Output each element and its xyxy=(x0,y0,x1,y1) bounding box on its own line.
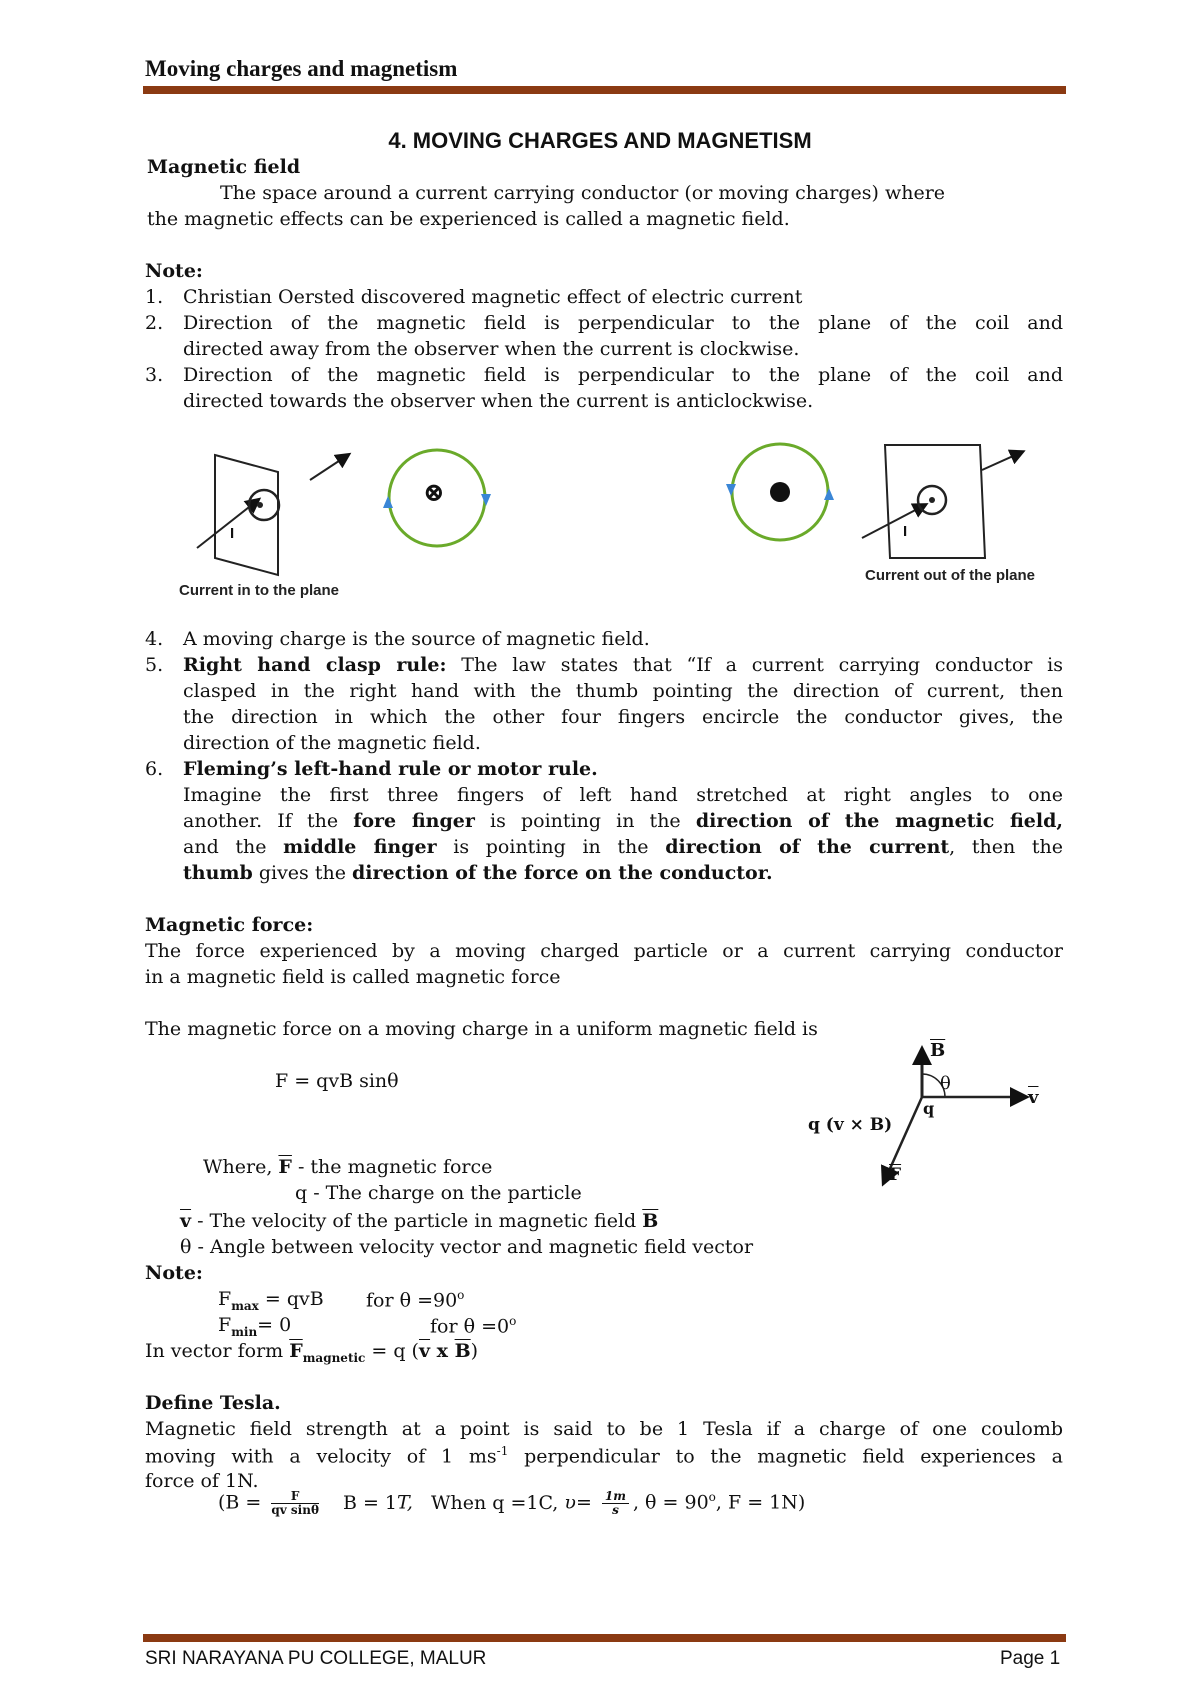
vector-B: $\overline{B}$ xyxy=(454,1340,471,1362)
text-run: min xyxy=(231,1324,258,1339)
text-run: direction of the current xyxy=(665,836,950,858)
tesla-line-1: Magnetic field strength at a point is said to be 1 Tesla if a charge of one coulomb xyxy=(145,1418,1063,1440)
vector-form-line xyxy=(145,1340,478,1365)
text-run: and the xyxy=(183,836,284,858)
note-item-3-line-1: Direction of the magnetic field is perpendicular to the plane of the coil and xyxy=(183,364,1063,386)
text-run: another. If the xyxy=(183,810,354,832)
left-figure-caption: Current in to the plane xyxy=(179,582,340,599)
fmax-line xyxy=(218,1288,324,1313)
point-5-line-1 xyxy=(183,654,1063,676)
magnetic-force-heading: Magnetic force: xyxy=(145,914,314,936)
diagram-qvxB-label: q (v × B) xyxy=(808,1115,893,1135)
point-4: A moving charge is the source of magnetic field. xyxy=(183,628,650,650)
current-label-left: I xyxy=(230,525,235,542)
point-6-line-3 xyxy=(183,836,1063,858)
degree-symbol: o xyxy=(708,1490,716,1505)
text-run: In vector form xyxy=(145,1340,290,1362)
diagram-B-label: $\overline{B}$ xyxy=(930,1040,946,1061)
list-number: 5. xyxy=(145,654,164,676)
point-6-line-2 xyxy=(183,810,1063,832)
text-run: = qvB xyxy=(258,1288,324,1310)
text-run: direction of the magnetic field, xyxy=(695,810,1063,832)
text-run: F xyxy=(218,1314,232,1336)
text-run: x xyxy=(430,1340,455,1362)
text-run: , F = 1N) xyxy=(715,1491,806,1514)
text-run: middle finger xyxy=(283,836,437,858)
text-run: thumb xyxy=(183,862,253,884)
diagram-q-label: q xyxy=(923,1099,935,1118)
text-run: for θ =90 xyxy=(366,1289,458,1312)
list-number: 1. xyxy=(145,286,164,308)
text-run: , then the xyxy=(949,836,1063,858)
note-item-1: Christian Oersted discovered magnetic effect of electric current xyxy=(183,286,803,308)
document-title: 4. MOVING CHARGES AND MAGNETISM xyxy=(388,128,812,153)
magnetic-field-line-2: the magnetic effects can be experienced is called a magnetic field. xyxy=(147,208,790,230)
text-run: (B = xyxy=(218,1491,268,1514)
note-item-3-line-2: directed towards the observer when the current is anticlockwise. xyxy=(183,390,814,412)
text-run: = q ( xyxy=(365,1340,419,1362)
rule-name: Right hand clasp rule: xyxy=(183,654,447,676)
tesla-heading: Define Tesla. xyxy=(145,1392,281,1414)
right-figure-caption: Current out of the plane xyxy=(865,567,1035,584)
magnetic-field-line-1: The space around a current carrying conductor (or moving charges) where xyxy=(220,182,946,204)
footer-rule xyxy=(143,1634,1066,1642)
point-6-line-4 xyxy=(183,862,773,884)
denominator: qv sinθ xyxy=(271,1503,319,1517)
point-5-text: The law states that “If a current carrying conductor is xyxy=(446,654,1063,676)
list-number: 6. xyxy=(145,758,164,780)
degree-symbol: o xyxy=(509,1314,517,1328)
magnetic-force-line-3: The magnetic force on a moving charge in a uniform magnetic field is xyxy=(145,1018,818,1040)
note-item-2-line-2: directed away from the observer when the current is clockwise. xyxy=(183,338,800,360)
fraction xyxy=(602,1490,629,1517)
vector-v: $\overline{v}$ xyxy=(418,1340,431,1362)
note-2-heading: Note: xyxy=(145,1262,203,1284)
footer-page-number: Page 1 xyxy=(1000,1648,1061,1669)
list-number: 3. xyxy=(145,364,164,386)
numerator: F xyxy=(271,1490,319,1504)
denominator: s xyxy=(612,1503,619,1517)
text-run: magnetic xyxy=(302,1350,366,1365)
magnetic-field-heading: Magnetic field xyxy=(147,156,301,178)
point-6-heading: Fleming’s left-hand rule or motor rule. xyxy=(183,758,598,780)
text-run: direction of the force on the conductor. xyxy=(352,862,773,884)
text-run: υ xyxy=(564,1491,576,1514)
magnetic-force-line-1: The force experienced by a moving charged particle or a current carrying conductor xyxy=(145,940,1063,962)
text-run: for θ =0 xyxy=(430,1315,510,1338)
diagram-F-label: $\overline{F}$ xyxy=(889,1165,902,1185)
text-run: gives the xyxy=(252,862,352,884)
where-line-2: q - The charge on the particle xyxy=(295,1182,582,1204)
fraction xyxy=(271,1490,319,1517)
text-run: ) xyxy=(470,1340,479,1362)
text-run: max xyxy=(231,1298,259,1313)
fmax-condition xyxy=(366,1288,464,1311)
point-5-line-2: clasped in the right hand with the thumb pointing the direction of current, then xyxy=(183,680,1063,702)
numerator: 1m xyxy=(602,1490,629,1504)
text-run: -1 xyxy=(496,1444,509,1458)
degree-symbol: o xyxy=(457,1288,465,1302)
text-run: When q =1C, xyxy=(430,1491,565,1514)
tesla-line-2 xyxy=(145,1444,1063,1467)
fmin-condition xyxy=(430,1314,516,1337)
point-5-line-4: direction of the magnetic field. xyxy=(183,732,481,754)
tesla-line-3: force of 1N. xyxy=(145,1470,259,1492)
diagram-theta-label: θ xyxy=(940,1073,951,1094)
text-run: B = 1 xyxy=(342,1491,398,1514)
vector-F: $\overline{F}$ xyxy=(289,1340,303,1362)
text-run: is pointing in the xyxy=(436,836,666,858)
where-line-4: θ - Angle between velocity vector and magnetic field vector xyxy=(180,1236,754,1258)
magnetic-force-line-2: in a magnetic field is called magnetic force xyxy=(145,966,561,988)
footer-college: SRI NARAYANA PU COLLEGE, MALUR xyxy=(145,1648,487,1669)
tesla-formula xyxy=(218,1490,805,1517)
current-label-right: I xyxy=(903,523,908,540)
list-number: 2. xyxy=(145,312,164,334)
text-run: fore finger xyxy=(353,810,475,832)
text-run: = xyxy=(575,1491,598,1514)
diagram-v-label: $\overline{v}$ xyxy=(1028,1087,1039,1108)
text-run: - The velocity of the particle in magnetic field xyxy=(191,1210,643,1232)
list-number: 4. xyxy=(145,628,164,650)
text-run: - the magnetic force xyxy=(291,1156,493,1178)
text-run: is pointing in the xyxy=(474,810,696,832)
text-run: Where, xyxy=(203,1156,279,1178)
where-line-1 xyxy=(203,1156,492,1178)
text-run: , θ = 90 xyxy=(632,1491,709,1514)
where-line-3 xyxy=(180,1210,658,1232)
vector-B: $\overline{B}$ xyxy=(642,1210,659,1232)
vector-v: $\overline{v}$ xyxy=(180,1210,192,1232)
point-6-line-1: Imagine the first three fingers of left hand stretched at right angles to one xyxy=(183,784,1063,806)
text-run: T, xyxy=(397,1491,413,1514)
text-run: = 0 xyxy=(257,1314,292,1336)
header-title: Moving charges and magnetism xyxy=(145,56,458,81)
text-run: perpendicular to the magnetic field experiences a xyxy=(508,1445,1064,1468)
text-run: moving with a velocity of 1 ms xyxy=(145,1445,497,1468)
note-heading: Note: xyxy=(145,260,203,282)
vector-F: $\overline{F}$ xyxy=(278,1156,292,1178)
point-5-line-3: the direction in which the other four fingers encircle the conductor gives, the xyxy=(183,706,1063,728)
text-run: F xyxy=(218,1288,232,1310)
cross-symbol: ⊗ xyxy=(423,478,445,508)
force-formula: F = qvB sinθ xyxy=(275,1070,399,1092)
note-item-2-line-1: Direction of the magnetic field is perpendicular to the plane of the coil and xyxy=(183,312,1063,334)
fmin-line xyxy=(218,1314,291,1339)
